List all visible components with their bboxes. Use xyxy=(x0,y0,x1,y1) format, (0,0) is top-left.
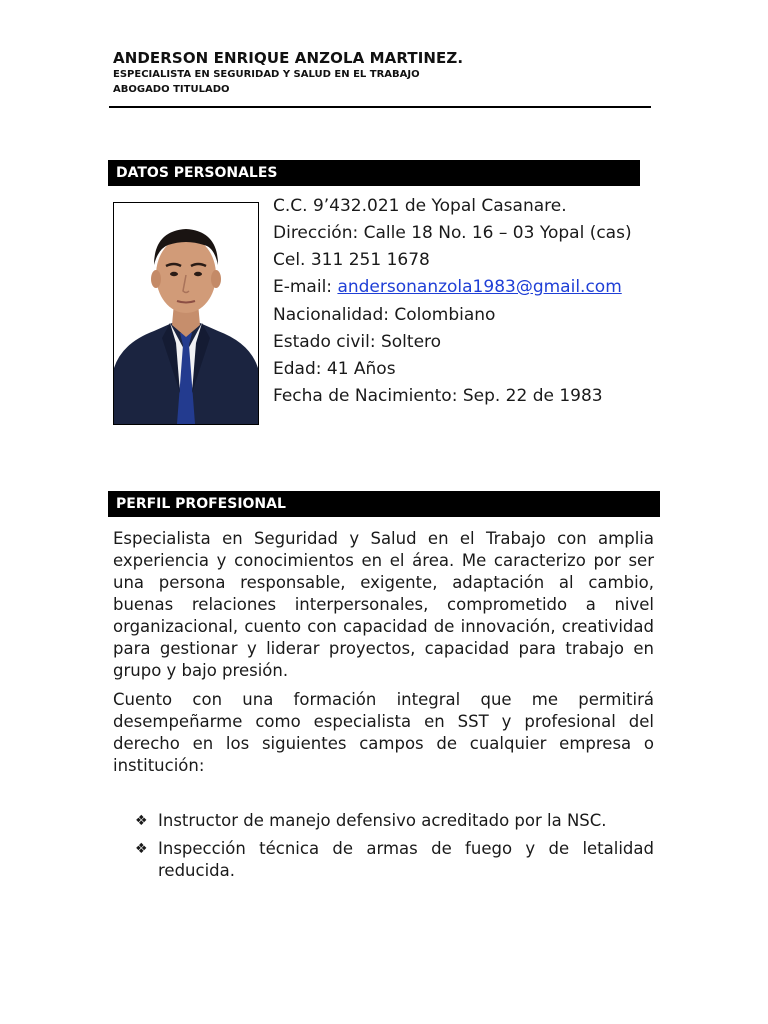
diamond-bullet-icon: ❖ xyxy=(135,813,148,829)
section-title-personal: DATOS PERSONALES xyxy=(116,165,278,181)
header-name: ANDERSON ENRIQUE ANZOLA MARTINEZ. xyxy=(113,49,464,67)
profile-paragraph-2: Cuento con una formación integral que me permitirá desempeñarme como especialista en SST y profesional del derecho en los siguientes campos de cualquier empresa o institución: xyxy=(113,690,654,775)
list-item xyxy=(135,810,654,832)
info-civil-status: Estado civil: Soltero xyxy=(273,332,442,352)
section-bar-personal xyxy=(108,160,640,186)
profile-photo xyxy=(113,202,259,425)
photo-portrait xyxy=(114,203,258,424)
info-email-label: E-mail: xyxy=(273,277,338,297)
info-address: Dirección: Calle 18 No. 16 – 03 Yopal (cas) xyxy=(273,223,632,243)
section-bar-profile xyxy=(108,491,660,517)
header-title-lawyer: ABOGADO TITULADO xyxy=(113,84,230,95)
section-title-profile: PERFIL PROFESIONAL xyxy=(116,496,286,512)
info-nationality: Nacionalidad: Colombiano xyxy=(273,305,496,325)
info-birth-date: Fecha de Nacimiento: Sep. 22 de 1983 xyxy=(273,386,603,406)
list-item-text: Instructor de manejo defensivo acreditado por la NSC. xyxy=(158,811,607,830)
info-email-row xyxy=(273,277,622,297)
info-id: C.C. 9’432.021 de Yopal Casanare. xyxy=(273,196,567,216)
profile-paragraph-1: Especialista en Seguridad y Salud en el Trabajo con amplia experiencia y conocimientos en el área. Me caracterizo por ser una persona responsable, exigente, adaptación al cambio, buenas relaciones interpersonales, comprometido a nivel organizacional, cuento con capacidad de innovación, creatividad para gestionar y liderar proyectos, capacidad para trabajo en grupo y bajo presión. xyxy=(113,529,654,680)
info-age: Edad: 41 Años xyxy=(273,359,396,379)
info-phone: Cel. 311 251 1678 xyxy=(273,250,430,270)
list-item-text: Inspección técnica de armas de fuego y de letalidad reducida. xyxy=(158,839,654,880)
email-link[interactable]: andersonanzola1983@gmail.com xyxy=(337,277,622,297)
header-title-specialist: ESPECIALISTA EN SEGURIDAD Y SALUD EN EL TRABAJO xyxy=(113,69,420,80)
list-item xyxy=(135,838,654,882)
diamond-bullet-icon: ❖ xyxy=(135,841,148,857)
header-rule xyxy=(109,106,651,108)
